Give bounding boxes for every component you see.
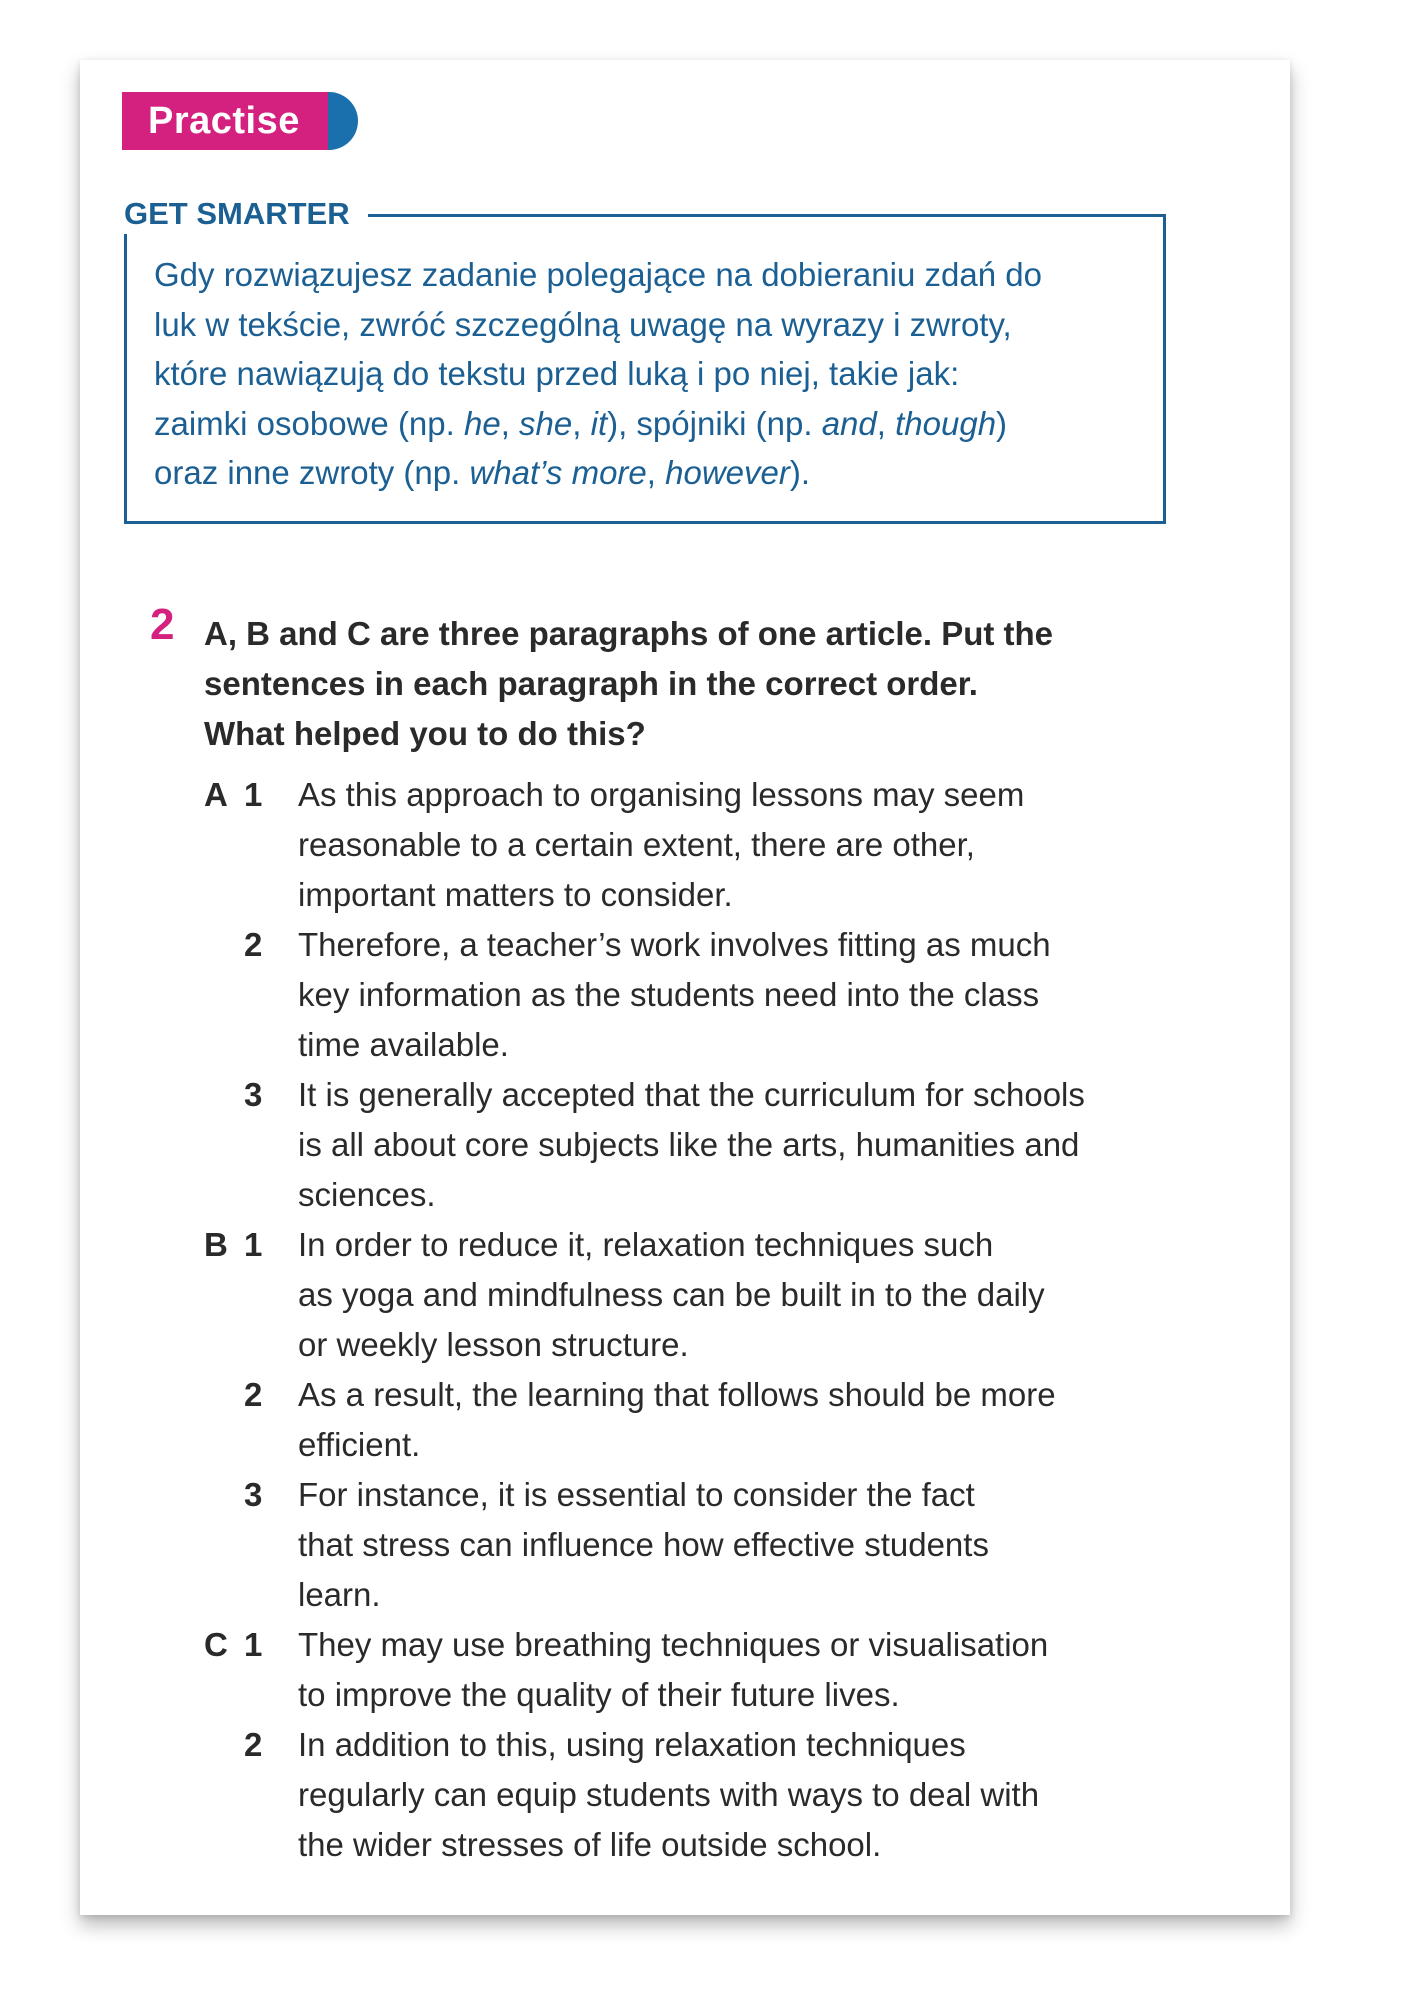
sentence-line: reasonable to a certain extent, there are other, (298, 826, 975, 863)
sentence-text (298, 920, 1264, 1070)
text-run: ) (996, 404, 1008, 442)
sentence-line: learn. (298, 1576, 381, 1613)
practise-tab-cap (328, 92, 358, 150)
text-run: luk w tekście, zwróć szczególną uwagę na wyrazy i zwroty, (154, 305, 1012, 343)
text-run: , (500, 404, 520, 442)
sentence-number: 2 (244, 926, 263, 963)
text-run: oraz inne zwroty (np. (154, 454, 470, 491)
example-word: it (590, 404, 608, 442)
sentence-number: 1 (244, 1626, 263, 1663)
get-smarter-text (154, 250, 1164, 498)
sentence-line: In addition to this, using relaxation techniques (298, 1726, 966, 1763)
sentence-number: 2 (244, 1376, 263, 1413)
sentence-item (204, 920, 1264, 1070)
sentence-list (204, 770, 1264, 1870)
text-run: Gdy rozwiązujesz zadanie polegające na dobieraniu zdań do (154, 256, 1042, 293)
paragraph-letter: B (204, 1226, 228, 1263)
text-run: , (646, 454, 666, 491)
sentence-item (204, 1070, 1264, 1220)
text-run: które nawiązują do tekstu przed luką i po niej, takie jak: (154, 355, 960, 392)
sentence-text (298, 1220, 1264, 1370)
sentence-line: As a result, the learning that follows should be more (298, 1376, 1056, 1413)
sentence-line: regularly can equip students with ways to deal with (298, 1776, 1040, 1813)
page-card (80, 60, 1290, 1915)
example-word: however (665, 454, 790, 491)
example-word: what’s more (469, 454, 647, 491)
sentence-item (204, 1370, 1264, 1470)
exercise-instructions (204, 609, 1204, 759)
paragraph-letter: A (204, 776, 228, 813)
sentence-line: In order to reduce it, relaxation techniques such (298, 1226, 994, 1263)
sentence-line: or weekly lesson structure. (298, 1326, 689, 1363)
text-run: ). (789, 454, 811, 491)
sentence-item (204, 1720, 1264, 1870)
practise-label: Practise (122, 92, 328, 150)
example-word: he (463, 404, 501, 442)
sentence-number: 3 (244, 1476, 263, 1513)
instruction-line: sentences in each paragraph in the correct order. (204, 665, 978, 702)
text-run: zaimki osobowe (np. (154, 404, 464, 442)
example-word: she (519, 404, 573, 442)
sentence-text (298, 1720, 1264, 1870)
get-smarter-title: GET SMARTER (124, 194, 368, 234)
text-run: , (876, 404, 896, 442)
sentence-line: that stress can influence how effective students (298, 1526, 989, 1563)
example-word: though (895, 404, 997, 442)
sentence-item (204, 1220, 1264, 1370)
get-smarter-line (154, 399, 1164, 449)
sentence-line: efficient. (298, 1426, 421, 1463)
text-run: , (572, 404, 591, 442)
sentence-line: the wider stresses of life outside school. (298, 1826, 882, 1863)
sentence-text (298, 1070, 1264, 1220)
sentence-line: important matters to consider. (298, 876, 733, 913)
instruction-line: A, B and C are three paragraphs of one article. Put the (204, 615, 1054, 652)
sentence-number: 2 (244, 1726, 263, 1763)
sentence-item (204, 770, 1264, 920)
exercise-number: 2 (150, 600, 175, 649)
text-run: ), spójniki (np. (607, 404, 822, 442)
sentence-line: sciences. (298, 1176, 436, 1213)
sentence-number: 1 (244, 776, 263, 813)
sentence-line: Therefore, a teacher’s work involves fitting as much (298, 926, 1051, 963)
sentence-text (298, 1370, 1264, 1470)
sentence-text (298, 1620, 1264, 1720)
sentence-line: key information as the students need into the class (298, 976, 1040, 1013)
practise-tab (122, 92, 358, 150)
sentence-item (204, 1620, 1264, 1720)
sentence-line: They may use breathing techniques or visualisation (298, 1626, 1049, 1663)
sentence-line: It is generally accepted that the curriculum for schools (298, 1076, 1085, 1113)
example-word: and (821, 404, 877, 442)
sentence-line: For instance, it is essential to consider the fact (298, 1476, 975, 1513)
sentence-line: is all about core subjects like the arts, humanities and (298, 1126, 1080, 1163)
sentence-number: 1 (244, 1226, 263, 1263)
get-smarter-line (154, 300, 1164, 350)
instruction-line: What helped you to do this? (204, 715, 646, 752)
sentence-text (298, 1470, 1264, 1620)
sentence-line: time available. (298, 1026, 509, 1063)
sentence-number: 3 (244, 1076, 263, 1113)
get-smarter-line (154, 349, 1164, 399)
sentence-line: as yoga and mindfulness can be built in to the daily (298, 1276, 1045, 1313)
paragraph-letter: C (204, 1626, 228, 1663)
sentence-line: to improve the quality of their future lives. (298, 1676, 900, 1713)
get-smarter-line (154, 448, 1164, 498)
get-smarter-line (154, 250, 1164, 300)
sentence-line: As this approach to organising lessons may seem (298, 776, 1025, 813)
sentence-item (204, 1470, 1264, 1620)
sentence-text (298, 770, 1264, 920)
